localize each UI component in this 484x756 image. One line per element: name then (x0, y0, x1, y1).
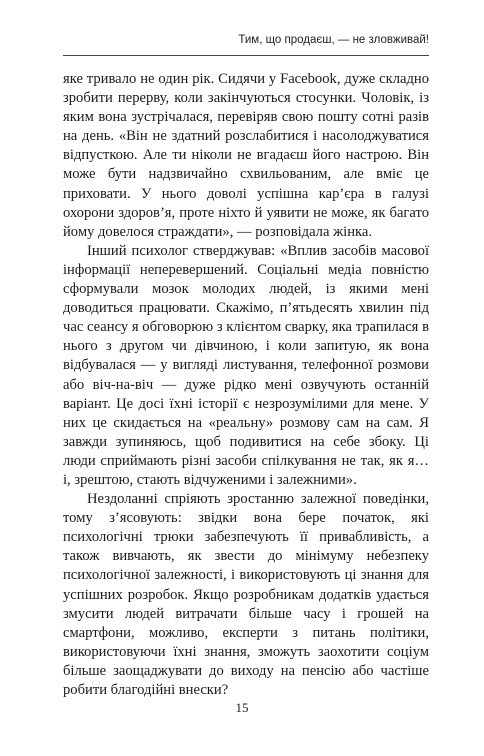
header-rule (63, 55, 429, 56)
paragraph-1: яке тривало не один рік. Сидячи у Facebook, дуже складно зробити перерву, коли закінчуються стосунки. Чоловік, із яким вона зустрічалася, перевіряв свою пошту сотні разів на день. «Він не здатний розслабитися і насолоджуватися відпусткою. Але ти ніколи не вгадаєш його настрою. Він може бути надзвичайно схвильованим, але вміє це приховати. У нього доволі успішна кар’єра в галузі охорони здоров’я, проте ніхто й уявити не може, як багато йому довелося страждати», — розповідала жінка. (63, 71, 429, 240)
paragraph-2: Інший психолог стверджував: «Вплив засобів масової інформації неперевершений. Соціальні медіа повністю сформували мозок молодих людей, із якими мені доводиться працювати. Скажімо, п’ятьдесять хвилин під час сеансу я обговорюю з клієнтом сварку, яка трапилася в нього з другом чи дівчиною, і коли запитую, як вона відбувалася — у вигляді листування, телефонної розмови або віч-на-віч — дуже рідко мені озвучують останній варіант. Це досі їхні історії є незрозумілими для мене. У них це скидається на «реальну» розмову сам на сам. Я завжди зупиняюсь, щоб подивитися на себе збоку. Ці люди сприймають різні засоби спілкування не так, як я… і, зрештою, стають відчуженими і залежними». (63, 242, 429, 488)
page-body (63, 70, 429, 700)
running-head-title: Тим, що продаєш, — не зловживай! (238, 34, 429, 46)
page-number: 15 (235, 700, 249, 715)
paragraph-3: Нездоланні спріяють зростанню залежної поведінки, тому з’ясовують: звідки вона бере початок, які психологічні трюки забезпечують її привабливість, а також вивчають, як звести до мінімуму небезпеку психологічної залежності, і використовують ці знання для успішних розробок. Якщо розробникам додатків удається змусити людей витрачати більше часу і грошей на смартфони, можливо, експерти з питань політики, використовуючи їхні знання, зможуть заохотити соціум більше заощаджувати до виходу на пенсію або частіше робити благодійні внески? (63, 491, 429, 698)
